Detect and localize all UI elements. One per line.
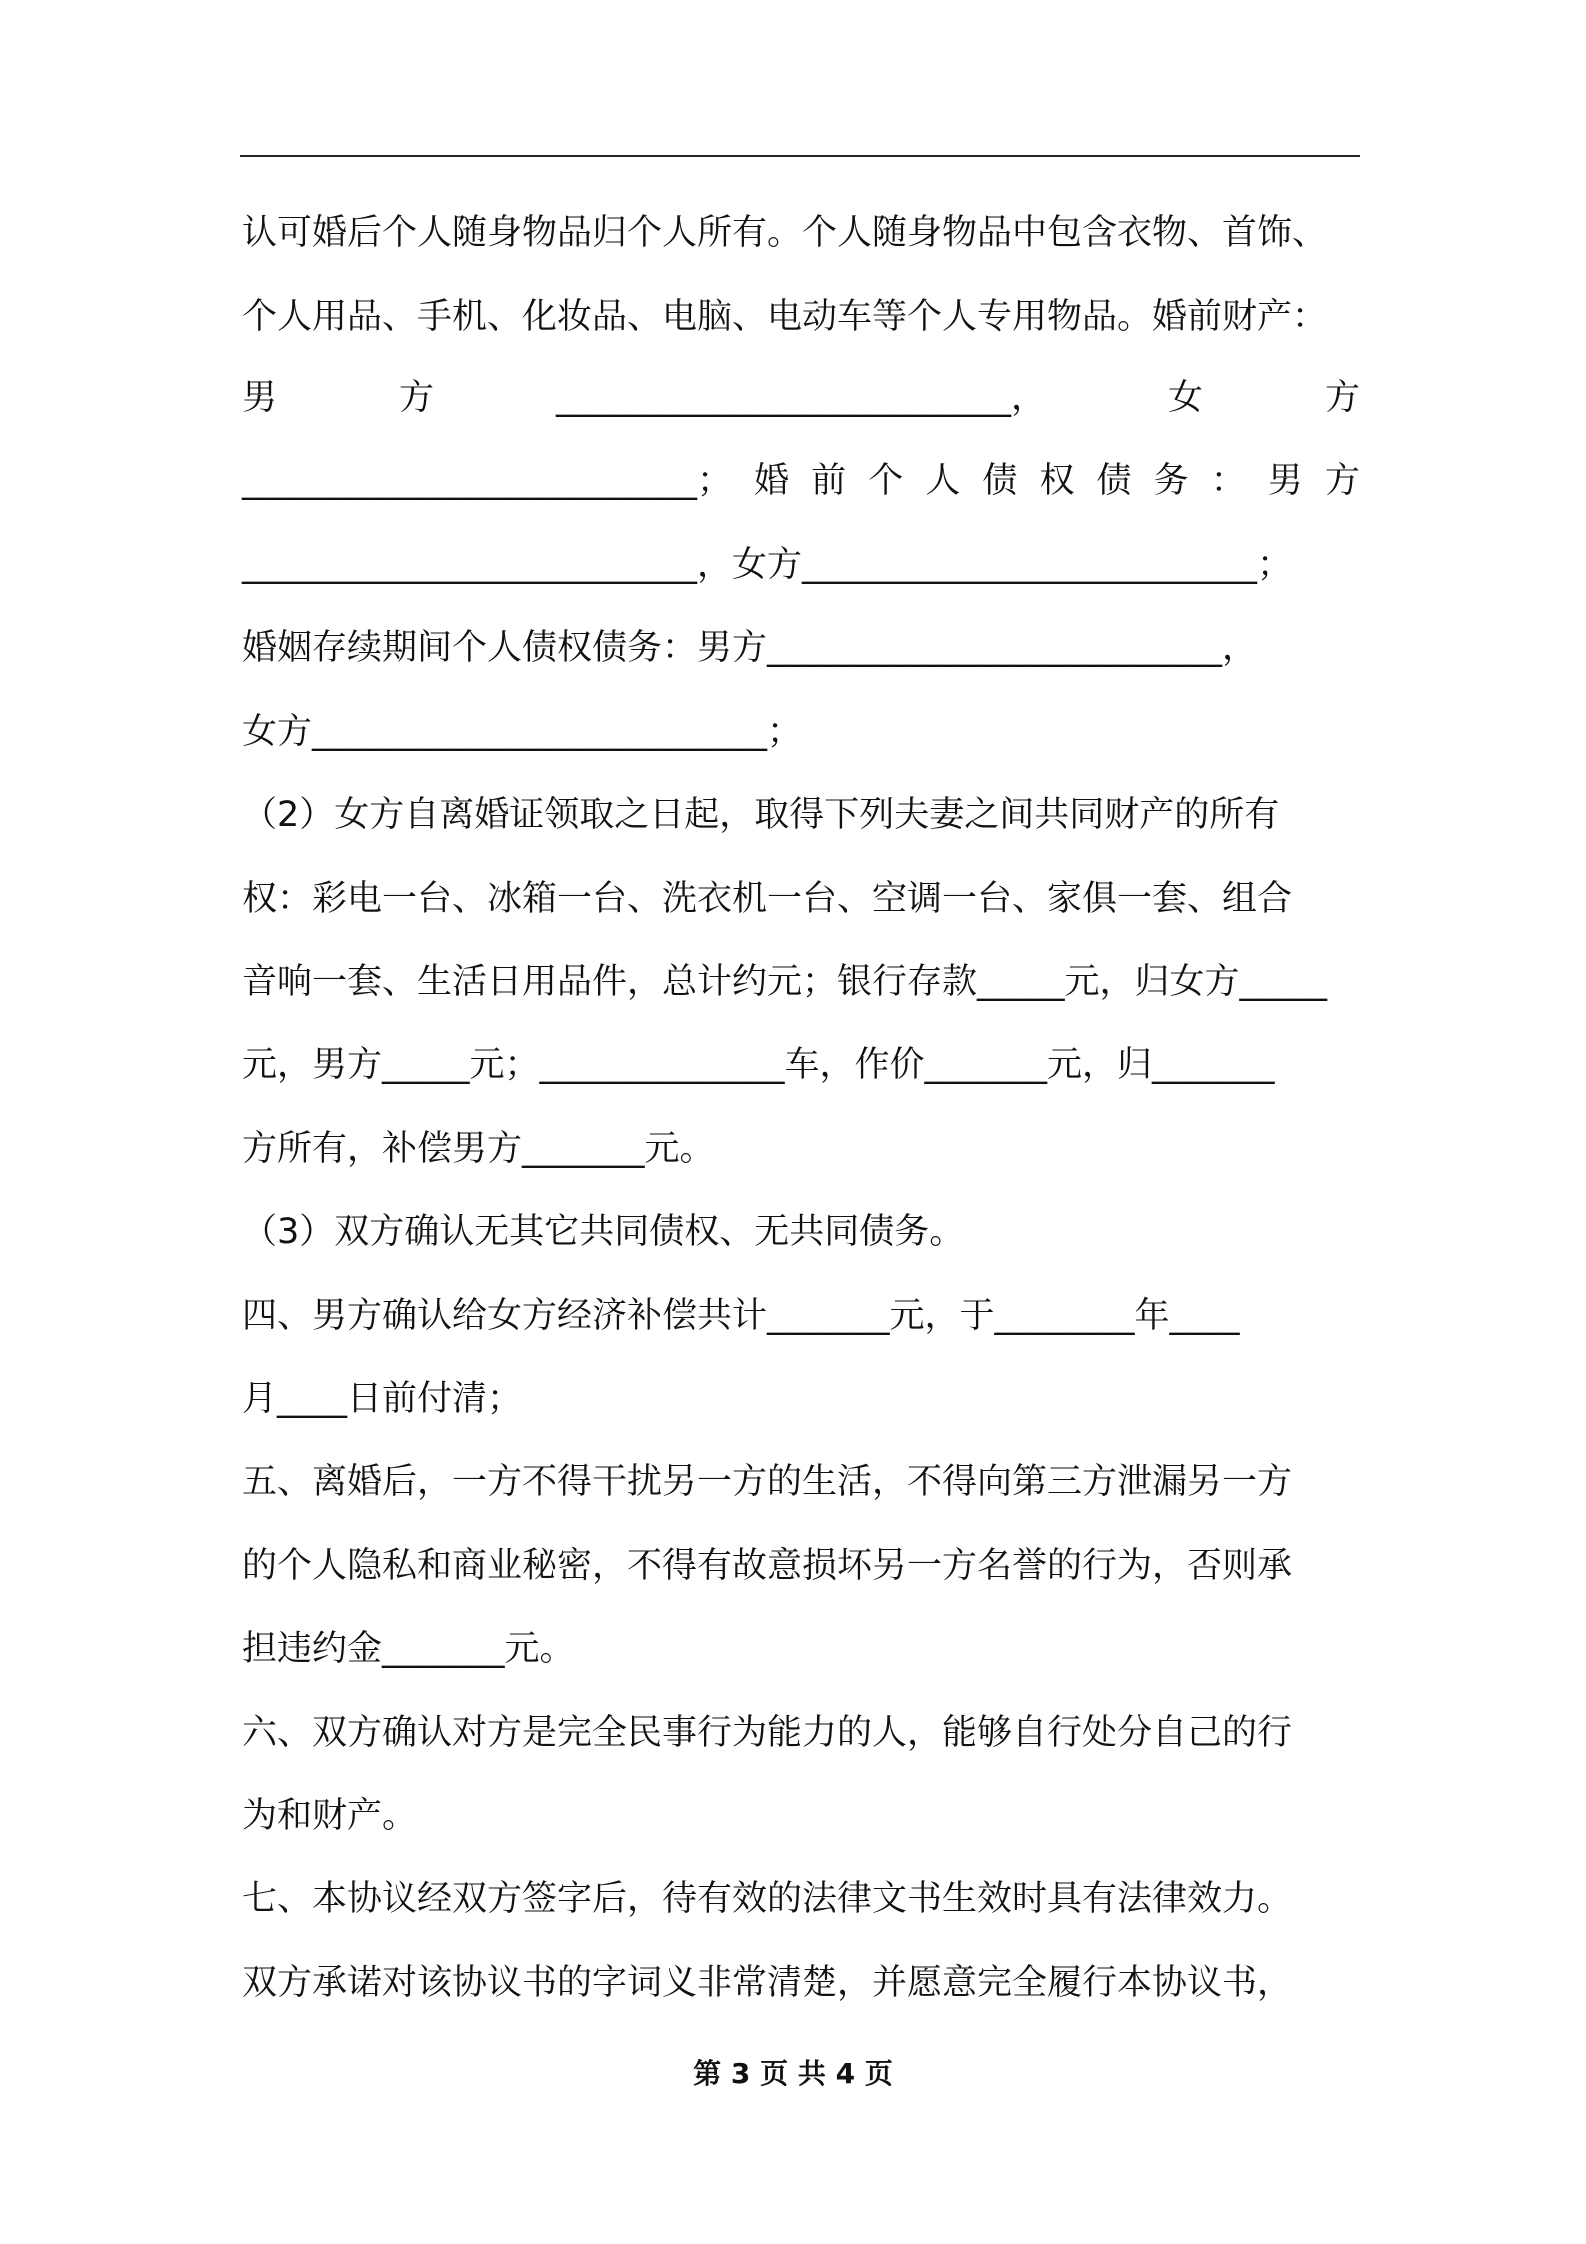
text-line-14: 四、男方确认给女方经济补偿共计_______元，于________年____ (242, 1296, 1240, 1336)
line3-blank: __________________________， (555, 378, 1046, 418)
text-line-19: 六、双方确认对方是完全民事行为能力的人，能够自行处分自己的行 (242, 1713, 1293, 1753)
text-line-12: 方所有，补偿男方_______元。 (242, 1129, 715, 1169)
line3-word: 方 (398, 378, 434, 418)
line3-word: 女 (1167, 378, 1203, 418)
line4-word: 债 (1096, 461, 1132, 501)
line4-word: 债 (982, 461, 1018, 501)
line4-word: 权 (1039, 461, 1075, 501)
header-rule (240, 155, 1360, 157)
line4-word: 婚 (754, 461, 790, 501)
text-line-6: 婚姻存续期间个人债权债务：男方__________________________， (242, 628, 1258, 668)
line4-word: ： (1210, 461, 1246, 501)
text-line-16: 五、离婚后，一方不得干扰另一方的生活，不得向第三方泄漏另一方 (242, 1462, 1293, 1502)
text-line-1: 认可婚后个人随身物品归个人所有。个人随身物品中包含衣物、首饰、 (242, 213, 1328, 253)
line4-word: 人 (925, 461, 961, 501)
line3-word: 方 (1324, 378, 1360, 418)
text-line-8: （2）女方自离婚证领取之日起，取得下列夫妻之间共同财产的所有 (242, 795, 1280, 835)
text-line-3 (242, 363, 1360, 433)
line4-word: 个 (868, 461, 904, 501)
line4-word: 方 (1324, 461, 1360, 501)
text-line-22: 双方承诺对该协议书的字词义非常清楚，并愿意完全履行本协议书， (242, 1963, 1293, 2003)
line4-blank: __________________________； (242, 461, 733, 501)
text-line-13: （3）双方确认无其它共同债权、无共同债务。 (242, 1212, 965, 1252)
text-line-20: 为和财产。 (242, 1796, 418, 1836)
line4-word: 男 (1267, 461, 1303, 501)
text-line-11: 元，男方_____元；______________车，作价_______元，归_______ (242, 1045, 1275, 1085)
text-line-15: 月____日前付清； (242, 1379, 523, 1419)
line3-word: 男 (242, 378, 278, 418)
text-line-10: 音响一套、生活日用品件，总计约元；银行存款_____元，归女方_____ (242, 962, 1328, 1002)
page-number: 第 3 页 共 4 页 (693, 2057, 893, 2090)
text-line-18: 担违约金_______元。 (242, 1629, 575, 1669)
text-line-5: __________________________，女方__________________________； (242, 545, 1293, 585)
line4-word: 务 (1153, 461, 1189, 501)
text-line-4 (242, 446, 1360, 516)
text-line-7: 女方__________________________； (242, 712, 803, 752)
text-line-9: 权：彩电一台、冰箱一台、洗衣机一台、空调一台、家俱一套、组合 (242, 879, 1293, 919)
text-line-21: 七、本协议经双方签字后，待有效的法律文书生效时具有法律效力。 (242, 1879, 1293, 1919)
text-line-17: 的个人隐私和商业秘密，不得有故意损坏另一方名誉的行为，否则承 (242, 1546, 1293, 1586)
text-line-2: 个人用品、手机、化妆品、电脑、电动车等个人专用物品。婚前财产： (242, 297, 1328, 337)
line4-word: 前 (811, 461, 847, 501)
